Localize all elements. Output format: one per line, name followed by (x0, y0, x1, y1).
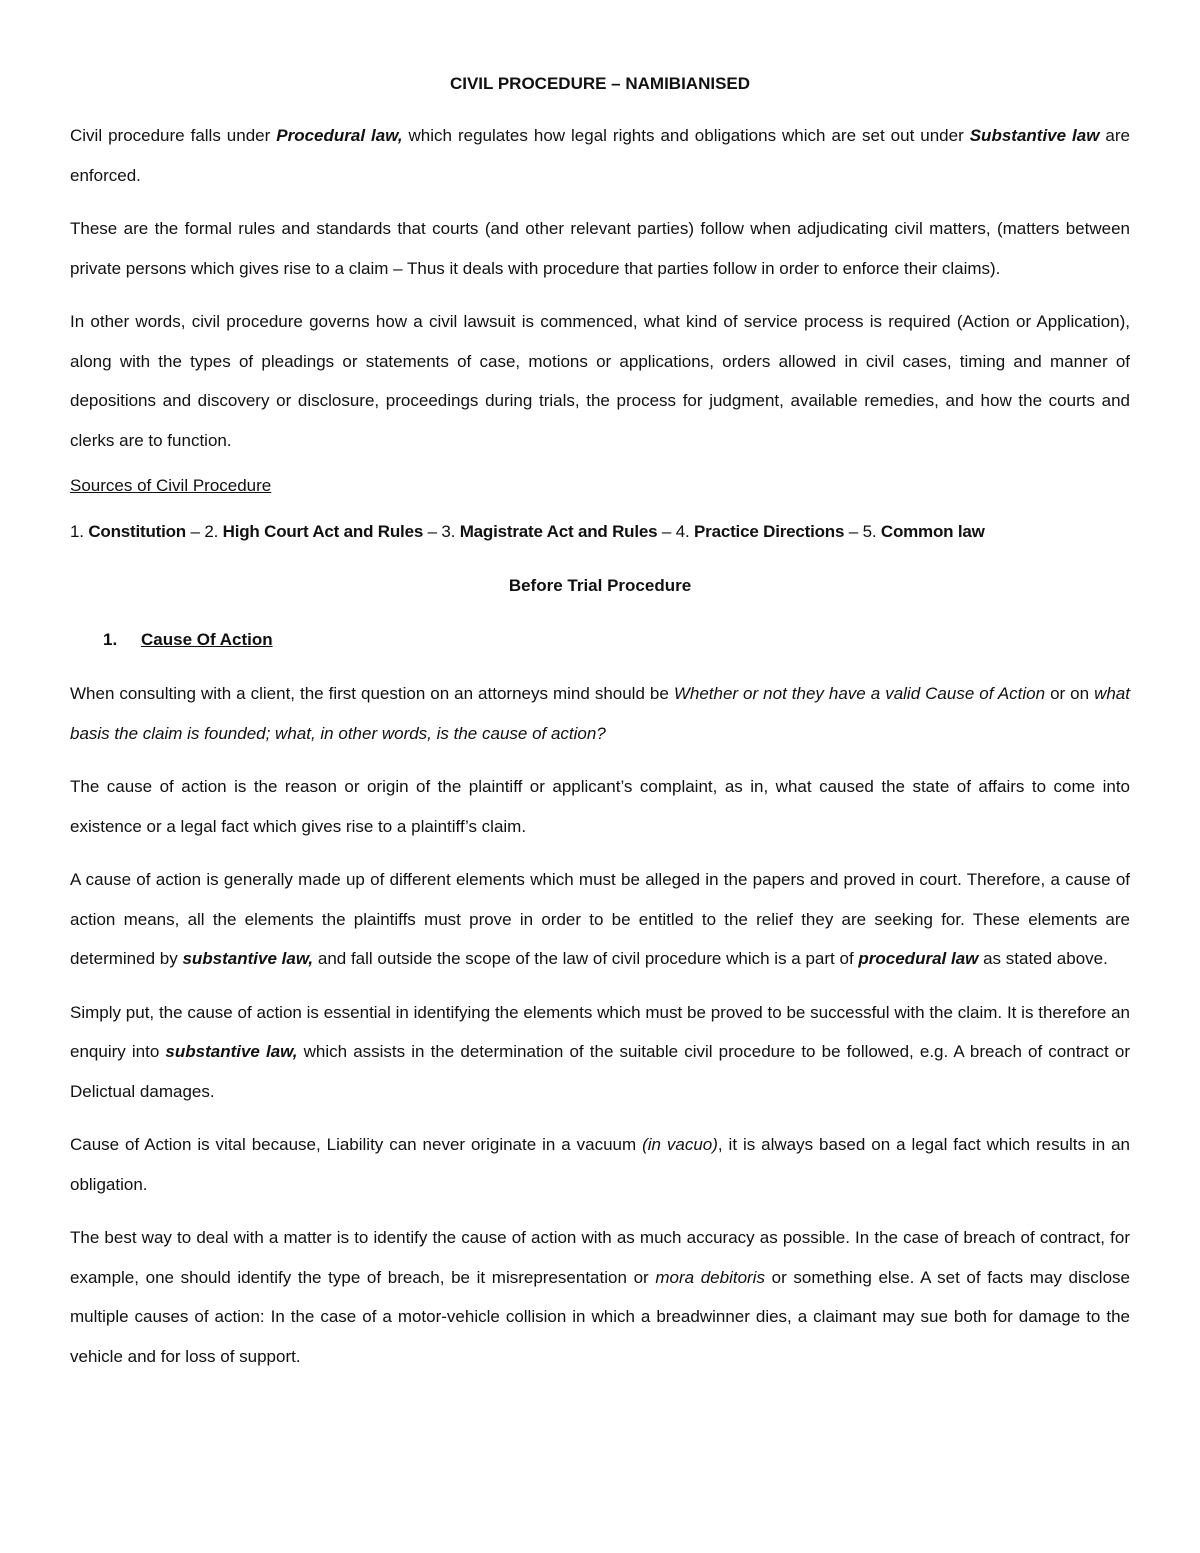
text-run: When consulting with a client, the first question on an attorneys mind should be (70, 684, 674, 703)
paragraph-definition (70, 116, 1130, 195)
section-label: Cause Of Action (141, 630, 273, 649)
text-run: Civil procedure falls under (70, 126, 277, 145)
source-separator: – (186, 522, 205, 541)
emphasis-in-vacuo: (in vacuo) (642, 1135, 718, 1154)
source-item: Magistrate Act and Rules (459, 522, 658, 541)
emphasis-valid-cause: Whether or not they have a valid Cause of Action (673, 684, 1046, 703)
text-run: and fall outside the scope of the law of civil procedure which is a part of (313, 949, 859, 968)
source-num: 2. (204, 522, 223, 541)
sources-heading: Sources of Civil Procedure (70, 476, 272, 495)
text-run: or something else. A set of facts may disclose multiple causes of action: In the case of a motor-vehicle collision in which a breadwinner dies, a claimant may sue both for damage to the vehicle and for loss of support. (70, 1267, 1130, 1366)
document-page (70, 72, 1130, 1390)
emphasis-substantive-law: substantive law, (165, 1042, 298, 1061)
text-run: are enforced. (70, 126, 1130, 185)
text-run: A cause of action is generally made up of different elements which must be alleged in the papers and proved in court. Therefore, a cause of action means, all the elements the plaintiffs must prove in order to be entitled to the relief they are seeking for. These elements are determined by (70, 870, 1130, 968)
text-run: Cause of Action is vital because, Liability can never originate in a vacuum (70, 1135, 643, 1154)
section-heading-cause-of-action (103, 628, 1130, 652)
sources-list (70, 520, 1130, 544)
source-num: 3. (441, 522, 460, 541)
section-number: 1. (103, 630, 118, 649)
emphasis-what-basis: what basis the claim is founded; what, in other words, is the cause of action? (70, 684, 1130, 743)
source-num: 5. (862, 522, 881, 541)
source-separator: – (844, 522, 863, 541)
source-item: Constitution (88, 522, 186, 541)
source-item: Practice Directions (694, 522, 845, 541)
paragraph-other-words: In other words, civil procedure governs how a civil lawsuit is commenced, what kind of service process is required (Action or Application), along with the types of pleadings or statements of case, motions or applications, orders allowed in civil cases, timing and manner of depositions and discovery or disclosure, proceedings during trials, the process for judgment, available remedies, and how the courts and clerks are to function. (70, 312, 1130, 450)
text-run: Simply put, the cause of action is essential in identifying the elements which must be proved to be successful with the claim. It is therefore an enquiry into (70, 1002, 1130, 1061)
paragraph-formal-rules: These are the formal rules and standards that courts (and other relevant parties) follow when adjudicating civil matters, (matters between private persons which gives rise to a claim – Thus it deals with procedure that parties follow in order to enforce their claims). (70, 219, 1130, 278)
paragraph-reason-origin: The cause of action is the reason or origin of the plaintiff or applicant’s complaint, as in, what caused the state of affairs to come into existence or a legal fact which gives rise to a plaintiff’s claim. (70, 777, 1130, 836)
emphasis-mora-debitoris: mora debitoris (655, 1267, 765, 1287)
text-run: The best way to deal with a matter is to identify the cause of action with as much accuracy as possible. In the case of breach of contract, for example, one should identify the type of breach, be it misrepresentation or (70, 1228, 1130, 1287)
source-num: 1. (70, 522, 89, 541)
paragraph-elements (70, 860, 1130, 979)
text-run: which regulates how legal rights and obligations which are set out under (402, 126, 970, 145)
text-run: , it is always based on a legal fact which results in an obligation. (70, 1135, 1131, 1194)
source-separator: – (657, 522, 676, 541)
paragraph-best-way (70, 1218, 1130, 1376)
source-item: Common law (880, 522, 985, 541)
paragraph-consulting (70, 674, 1130, 753)
emphasis-procedural-law: procedural law (858, 949, 979, 968)
document-title: CIVIL PROCEDURE – NAMIBIANISED (449, 74, 751, 93)
text-run: which assists in the determination of the suitable civil procedure to be followed, e.g. A breach of contract or Delictual damages. (70, 1042, 1131, 1101)
source-num: 4. (675, 522, 695, 541)
text-run: or on (1045, 684, 1095, 703)
emphasis-substantive-law: substantive law, (182, 949, 314, 968)
emphasis-procedural-law: Procedural law, (276, 126, 403, 145)
emphasis-substantive-law: Substantive law (969, 126, 1100, 145)
paragraph-simply-put (70, 993, 1130, 1112)
before-trial-heading: Before Trial Procedure (508, 576, 692, 595)
paragraph-vital (70, 1125, 1130, 1204)
text-run: as stated above. (978, 949, 1108, 968)
source-item: High Court Act and Rules (222, 522, 424, 541)
source-separator: – (423, 522, 442, 541)
